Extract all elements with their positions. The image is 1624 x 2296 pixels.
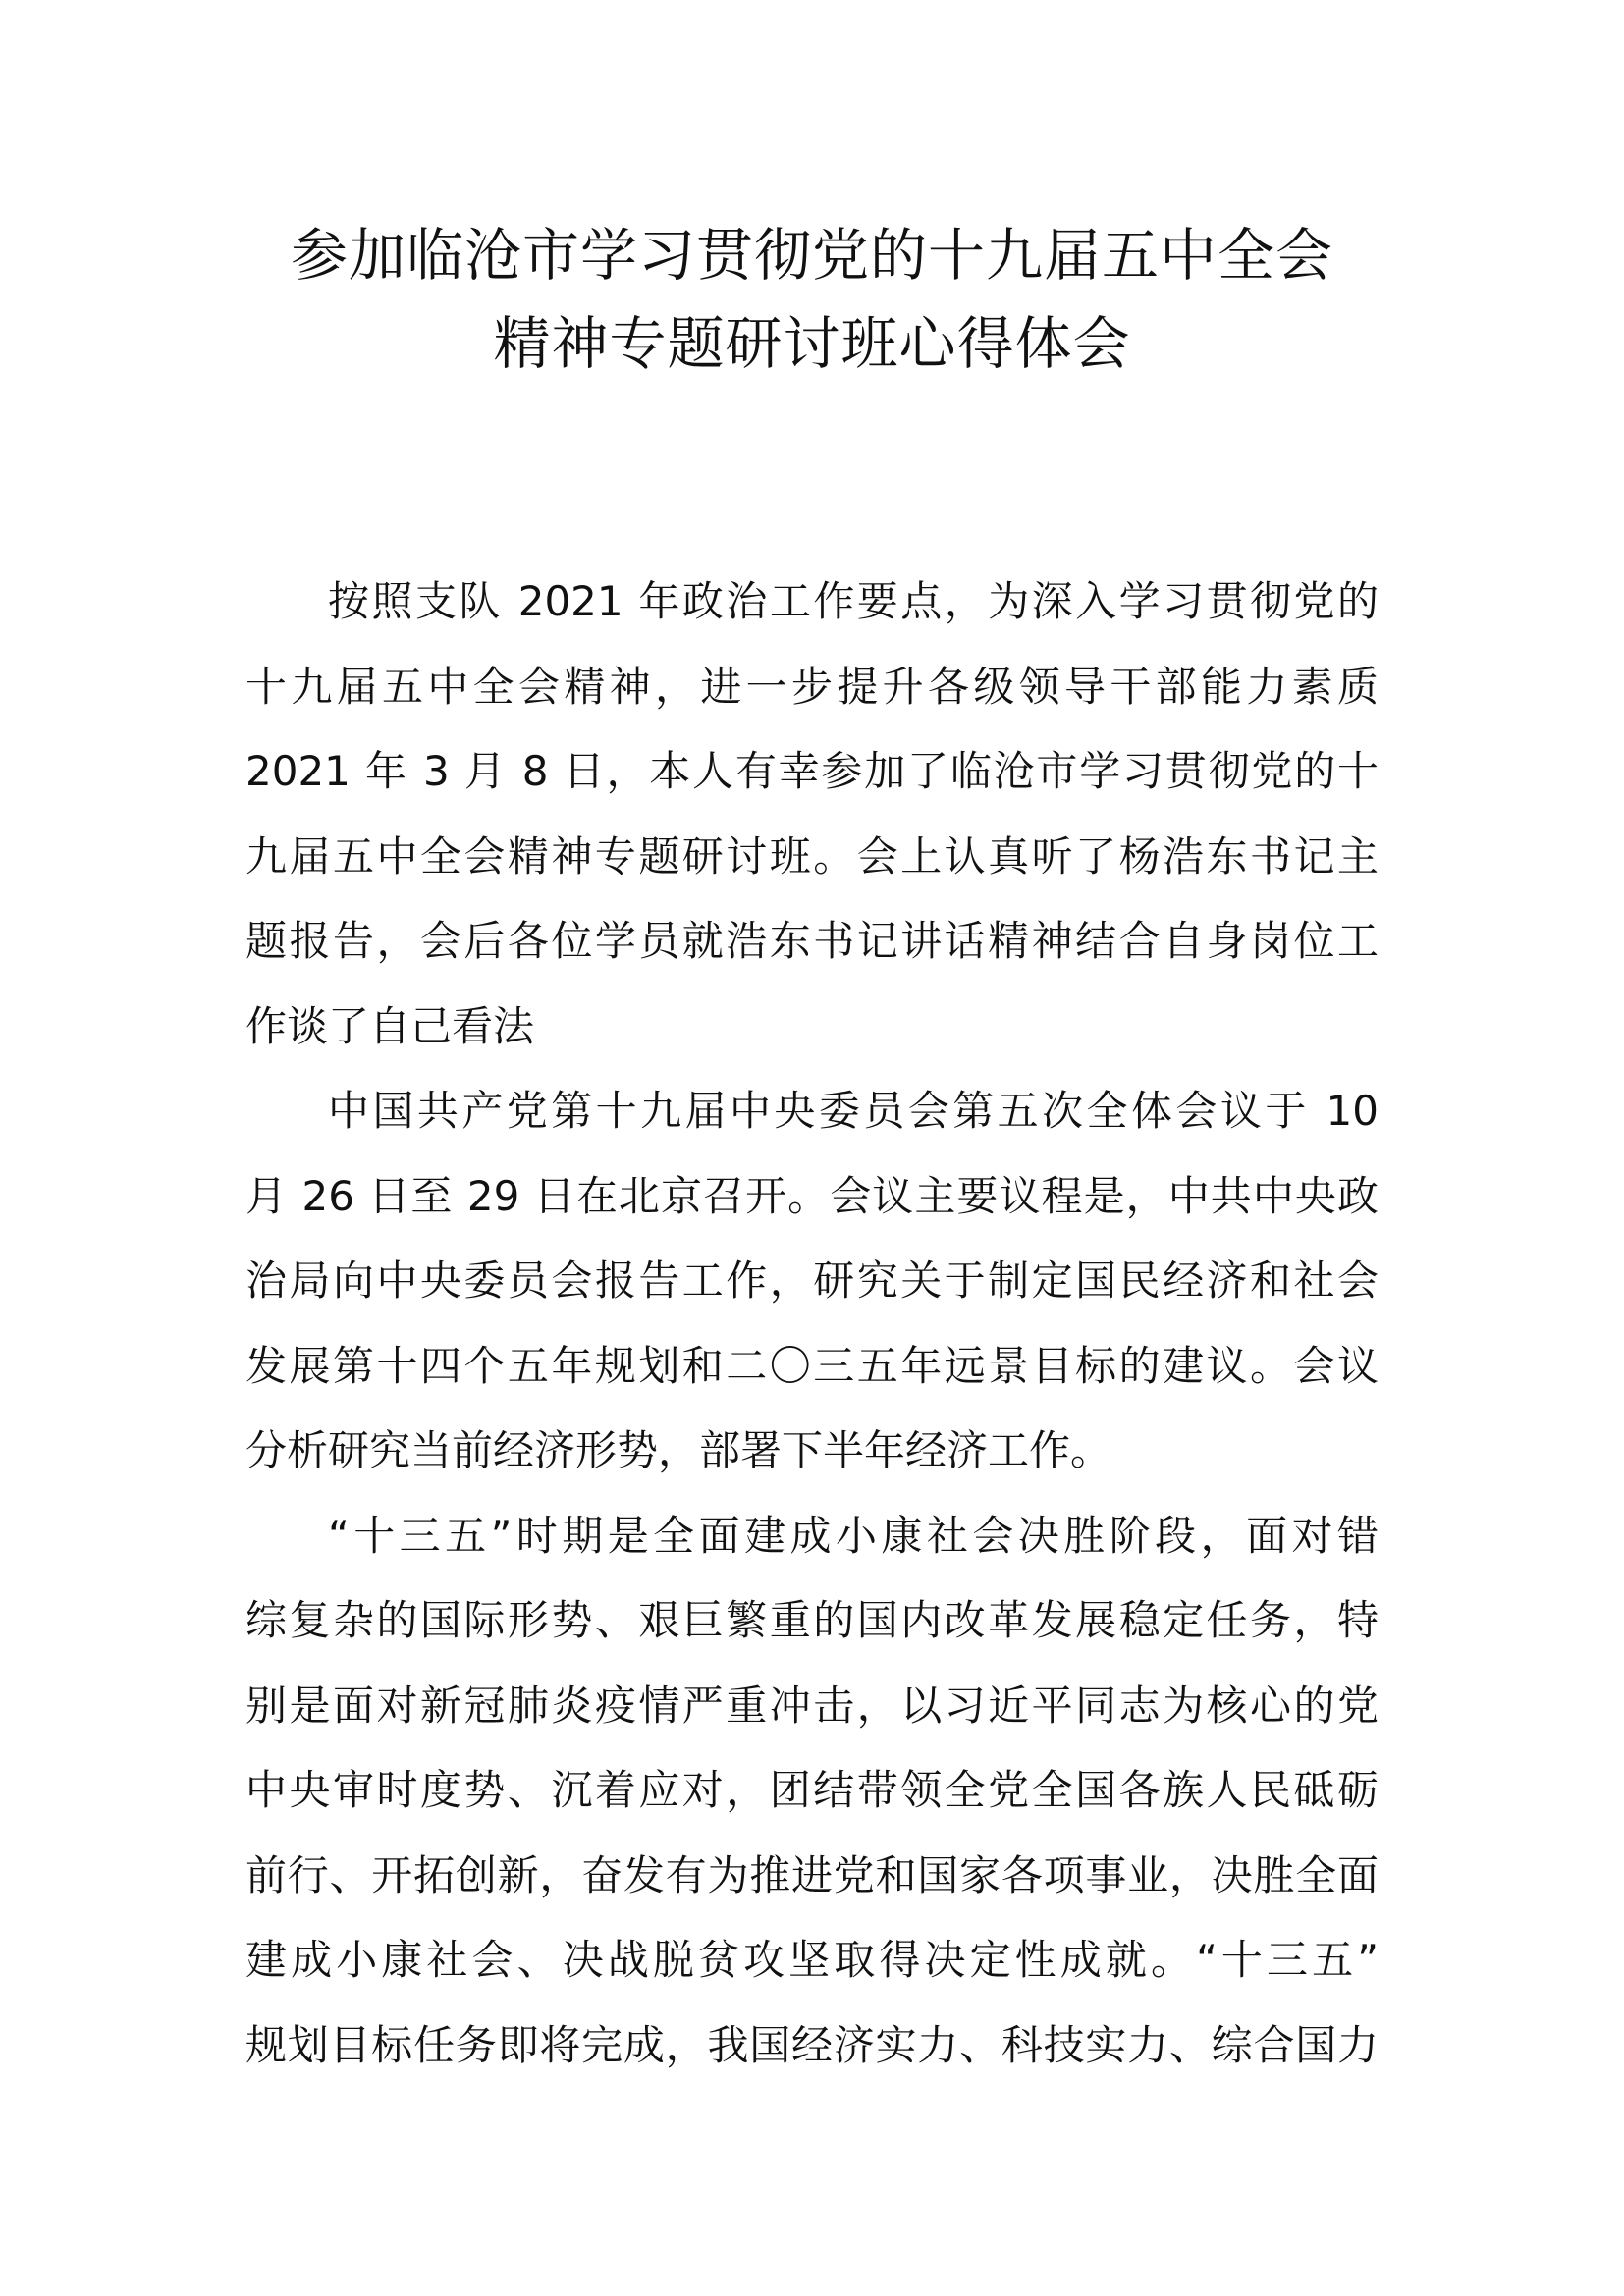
paragraph-line: 中国共产党第十九届中央委员会第五次全体会议于 10 xyxy=(328,1087,1379,1135)
paragraph-line: 月 26 日至 29 日在北京召开。会议主要议程是，中共中央政 xyxy=(245,1171,1379,1220)
paragraph-3 xyxy=(245,1494,1379,2089)
paragraph-line: 分析研究当前经济形势，部署下半年经济工作。 xyxy=(245,1426,1112,1474)
paragraph-line: 九届五中全会精神专题研讨班。会上认真听了杨浩东书记主 xyxy=(245,831,1379,881)
document-title xyxy=(245,211,1379,388)
paragraph-line: 治局向中央委员会报告工作，研究关于制定国民经济和社会 xyxy=(245,1256,1379,1305)
paragraph-line: 规划目标任务即将完成，我国经济实力、科技实力、综合国力 xyxy=(245,2020,1379,2069)
paragraph-line: 按照支队 2021 年政治工作要点，为深入学习贯彻党的 xyxy=(328,577,1379,625)
paragraph-line: 发展第十四个五年规划和二〇三五年远景目标的建议。会议 xyxy=(245,1341,1379,1390)
paragraph-line: 建成小康社会、决战脱贫攻坚取得决定性成就。“十三五” xyxy=(245,1936,1379,1984)
paragraph-line: 作谈了自己看法 xyxy=(245,1001,535,1050)
paragraph-line: 前行、开拓创新，奋发有为推进党和国家各项事业，决胜全面 xyxy=(245,1850,1379,1899)
paragraph-line: 题报告，会后各位学员就浩东书记讲话精神结合自身岗位工 xyxy=(245,917,1379,965)
paragraph-line: 中央审时度势、沉着应对，团结带领全党全国各族人民砥砺 xyxy=(245,1766,1379,1814)
paragraph-line: 综复杂的国际形势、艰巨繁重的国内改革发展稳定任务，特 xyxy=(245,1596,1379,1644)
document-body xyxy=(245,560,1379,2088)
paragraph-2 xyxy=(245,1069,1379,1494)
title-line-1: 参加临沧市学习贯彻党的十九届五中全会 xyxy=(290,222,1333,289)
paragraph-line: 2021 年 3 月 8 日，本人有幸参加了临沧市学习贯彻党的十 xyxy=(245,747,1379,795)
paragraph-line: 十九届五中全会精神，进一步提升各级领导干部能力素质 xyxy=(245,662,1379,711)
paragraph-1 xyxy=(245,560,1379,1069)
paragraph-line: “十三五”时期是全面建成小康社会决胜阶段，面对错 xyxy=(328,1511,1379,1560)
paragraph-line: 别是面对新冠肺炎疫情严重冲击，以习近平同志为核心的党 xyxy=(245,1681,1379,1730)
title-line-2: 精神专题研讨班心得体会 xyxy=(493,310,1131,377)
